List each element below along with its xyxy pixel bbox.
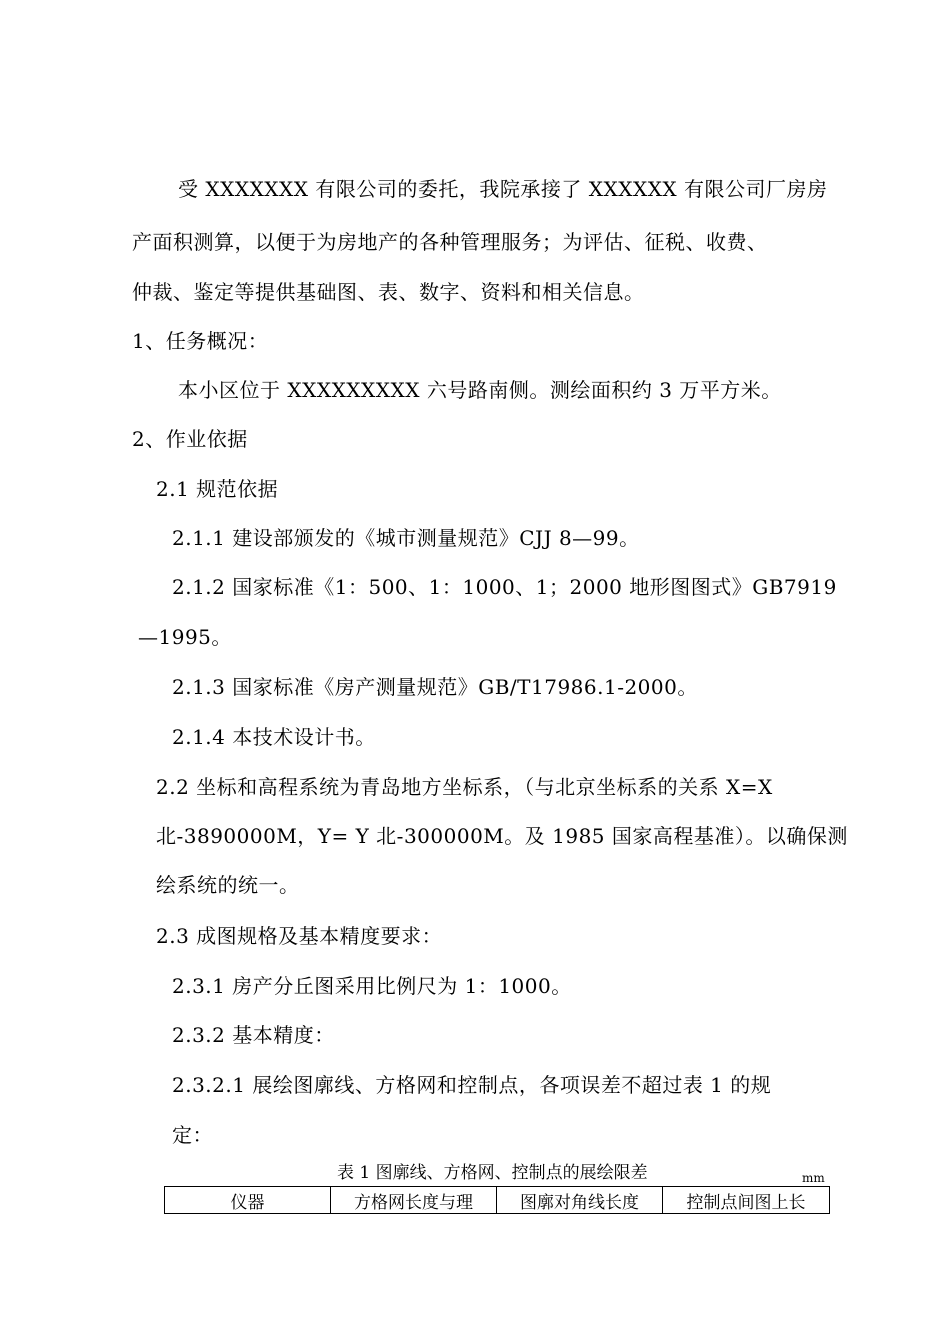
table-caption: 表 1 图廓线、方格网、控制点的展绘限差 — [337, 1163, 648, 1183]
limits-table — [164, 1186, 830, 1214]
heading-2-3: 2.3 成图规格及基本精度要求： — [156, 924, 443, 948]
paragraph-intro-line-1: 受 XXXXXXX 有限公司的委托，我院承接了 XXXXXX 有限公司厂房房 — [178, 177, 828, 201]
item-2-3-2-1-line-1: 2.3.2.1 展绘图廓线、方格网和控制点，各项误差不超过表 1 的规 — [172, 1073, 772, 1097]
item-2-1-1: 2.1.1 建设部颁发的《城市测量规范》CJJ 8—99。 — [172, 526, 640, 550]
paragraph-intro-line-3: 仲裁、鉴定等提供基础图、表、数字、资料和相关信息。 — [132, 280, 645, 304]
heading-task-overview: 1、任务概况： — [132, 329, 269, 353]
table-header-row — [165, 1187, 830, 1214]
paragraph-task-overview: 本小区位于 XXXXXXXXX 六号路南侧。测绘面积约 3 万平方米。 — [178, 378, 782, 402]
item-2-3-2-1-line-2: 定： — [172, 1123, 213, 1147]
item-2-3-1: 2.3.1 房产分丘图采用比例尺为 1：1000。 — [172, 974, 572, 998]
item-2-2-line-2: 北-3890000M，Y= Y 北-300000M。及 1985 国家高程基准）。以确保测 — [156, 824, 848, 848]
item-2-1-2-line-1: 2.1.2 国家标准《1：500、1：1000、1；2000 地形图图式》GB7919 — [172, 575, 837, 599]
heading-2-1: 2.1 规范依据 — [156, 477, 279, 501]
item-2-1-3: 2.1.3 国家标准《房产测量规范》GB/T17986.1-2000。 — [172, 675, 698, 699]
table-unit: mm — [802, 1171, 825, 1185]
item-2-2-line-3: 绘系统的统一。 — [156, 873, 300, 897]
header-control-point-distance: 控制点间图上长 — [663, 1187, 830, 1214]
item-2-2-line-1: 2.2 坐标和高程系统为青岛地方坐标系，（与北京坐标系的关系 X=X — [156, 775, 773, 799]
heading-work-basis: 2、作业依据 — [132, 427, 248, 451]
item-2-1-4: 2.1.4 本技术设计书。 — [172, 725, 376, 749]
item-2-3-2: 2.3.2 基本精度： — [172, 1023, 335, 1047]
header-diagonal-length: 图廓对角线长度 — [497, 1187, 663, 1214]
header-grid-length: 方格网长度与理 — [331, 1187, 497, 1214]
header-instrument: 仪器 — [165, 1187, 331, 1214]
paragraph-intro-line-2: 产面积测算，以便于为房地产的各种管理服务；为评估、征税、收费、 — [132, 230, 768, 254]
item-2-1-2-line-2: —1995。 — [138, 625, 232, 649]
